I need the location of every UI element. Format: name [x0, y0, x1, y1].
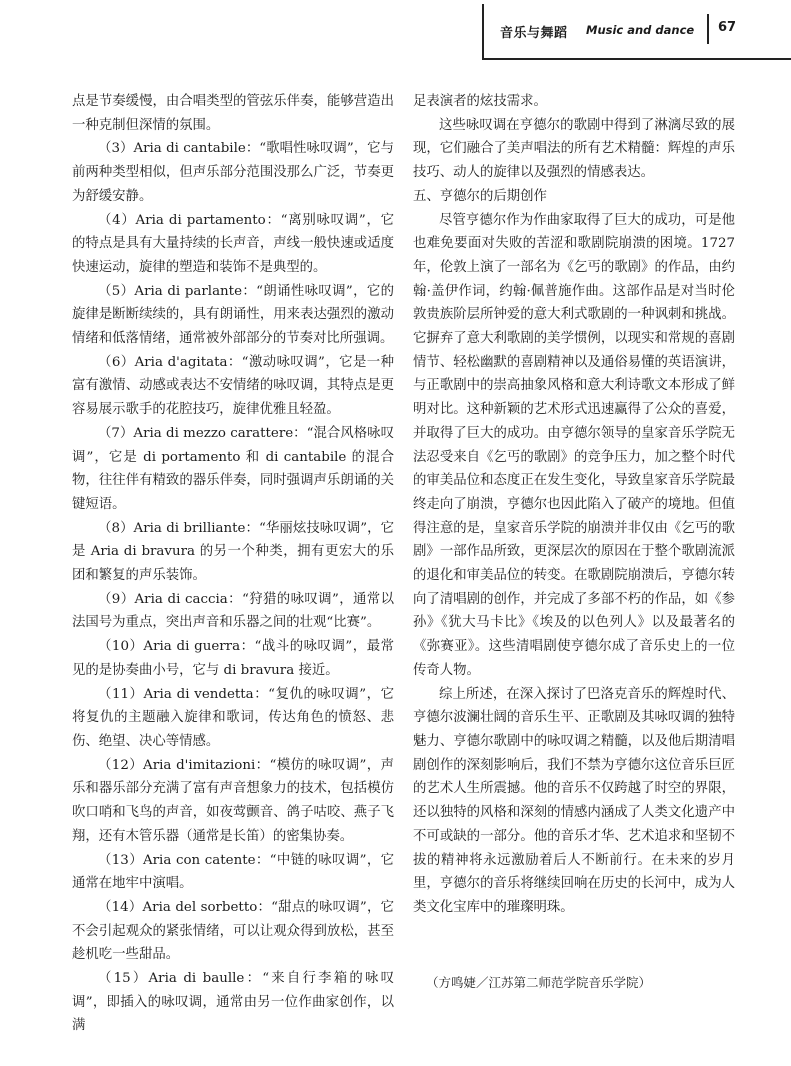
left-column	[72, 90, 394, 1038]
aria-item-15: （15）Aria di baulle：“来自行李箱的咏叹调”，即插入的咏叹调，通常由另一位作曲家创作，以满	[72, 971, 394, 1034]
aria-item-3: （3）Aria di cantabile：“歌唱性咏叹调”，它与前两种类型相似，但声乐部分范围没那么广泛，节奏更为舒缓安静。	[72, 141, 394, 204]
section-heading: 五、亨德尔的后期创作	[413, 188, 547, 204]
later-works-paragraph: 尽管亨德尔作为作曲家取得了巨大的成功，可是他也难免要面对失败的苦涩和歌剧院崩溃的困境。1727 年，伦敦上演了一部名为《乞丐的歌剧》的作品，由约翰·盖伊作词，约翰·佩普施作曲。这部作品是对当时伦敦贵族阶层所钟爱的意大利式歌剧的一种讽刺和挑战。它摒弃了意大利歌剧的美学惯例，以现实和常规的喜剧情节、轻松幽默的喜剧精神以及通俗易懂的英语演讲，与正歌剧中的崇高抽象风格和意大利诗歌文本形成了鲜明对比。这种新颖的艺术形式迅速赢得了公众的喜爱，并取得了巨大的成功。由亨德尔领导的皇家音乐学院无法忍受来自《乞丐的歌剧》的竞争压力，加之整个时代的审美品位和态度正在发生变化，导致皇家音乐学院最终走向了崩溃，亨德尔也因此陷入了破产的境地。但值得注意的是，皇家音乐学院的崩溃并非仅由《乞丐的歌剧》一部作品所致，更深层次的原因在于整个歌剧流派的退化和审美品位的转变。在歌剧院崩溃后，亨德尔转向了清唱剧的创作，并完成了多部不朽的作品，如《参孙》《犹大马卡比》《埃及的以色列人》以及最著名的《弥赛亚》。这些清唱剧使亨德尔成了音乐史上的一位传奇人物。	[413, 212, 735, 678]
author-affiliation: （方鸣婕／江苏第二师范学院音乐学院）	[426, 975, 652, 990]
continued-paragraph-right: 足表演者的炫技需求。	[413, 94, 547, 109]
aria-item-6: （6）Aria d'agitata：“激动咏叹调”，它是一种富有激情、动感或表达不安情绪的咏叹调，其特点是更容易展示歌手的花腔技巧，旋律优雅且轻盈。	[72, 354, 394, 418]
aria-summary-paragraph: 这些咏叹调在亨德尔的歌剧中得到了淋漓尽致的展现，它们融合了美声唱法的所有艺术精髓：辉煌的声乐技巧、动人的旋律以及强烈的情感表达。	[413, 117, 735, 181]
page-number: 67	[718, 20, 737, 35]
aria-item-4: （4）Aria di partamento：“离别咏叹调”，它的特点是具有大量持续的长声音，声线一般快速或适度快速运动，旋律的塑造和装饰不是典型的。	[72, 212, 394, 275]
aria-item-10: （10）Aria di guerra：“战斗的咏叹调”，最常见的是协奏曲小号，它与 di bravura 接近。	[72, 639, 394, 678]
aria-item-14: （14）Aria del sorbetto：“甜点的咏叹调”，它不会引起观众的紧张情绪，可以让观众得到放松，甚至趁机吃一些甜品。	[72, 899, 394, 963]
aria-item-7: （7）Aria di mezzo carattere：“混合风格咏叹调”，它是 di portamento 和 di cantabile 的混合物，往往伴有精致的器乐伴奏，同时强调声乐朗诵的关键短语。	[72, 425, 394, 512]
aria-item-11: （11）Aria di vendetta：“复仇的咏叹调”，它将复仇的主题融入旋律和歌词，传达角色的愤怒、悲伤、绝望、决心等情感。	[72, 686, 394, 749]
header-section-cn: 音乐与舞蹈	[500, 26, 568, 41]
header-horizontal-rule	[484, 58, 791, 60]
right-column	[413, 90, 735, 920]
continued-paragraph: 点是节奏缓慢，由合唱类型的管弦乐伴奏，能够营造出一种克制但深情的氛围。	[72, 94, 394, 133]
aria-item-9: （9）Aria di caccia：“狩猎的咏叹调”，通常以法国号为重点，突出声音和乐器之间的壮观“比赛”。	[72, 591, 394, 631]
header-vertical-rule	[482, 4, 484, 60]
aria-item-12: （12）Aria d'imitazioni：“模仿的咏叹调”，声乐和器乐部分充满了富有声音想象力的技术，包括模仿吹口哨和飞鸟的声音，如夜莺颤音、鸽子咕咬、燕子飞翔，还有木管乐器（通常是长笛）的密集协奏。	[72, 757, 394, 844]
aria-item-5: （5）Aria di parlante：“朗诵性咏叹调”，它的旋律是断断续续的，具有朗诵性，用来表达强烈的激动情绪和低落情绪，通常被外部部分的节奏对比所强调。	[72, 283, 394, 347]
header-separator	[707, 14, 709, 44]
aria-item-8: （8）Aria di brilliante：“华丽炫技咏叹调”，它是 Aria di bravura 的另一个种类，拥有更宏大的乐团和繁复的声乐装饰。	[72, 520, 394, 584]
conclusion-paragraph: 综上所述，在深入探讨了巴洛克音乐的辉煌时代、亨德尔波澜壮阔的音乐生平、正歌剧及其咏叹调的独特魅力、亨德尔歌剧中的咏叹调之精髓，以及他后期清唱剧创作的深刻影响后，我们不禁为亨德尔这位音乐巨匠的艺术人生所震撼。他的音乐不仅跨越了时空的界限，还以独特的风格和深刻的情感内涵成了人类文化遗产中不可或缺的一部分。他的音乐才华、艺术追求和坚韧不拔的精神将永远激励着后人不断前行。在未来的岁月里，亨德尔的音乐将继续回响在历史的长河中，成为人类文化宝库中的璀璨明珠。	[413, 686, 735, 915]
aria-item-13: （13）Aria con catente：“中链的咏叹调”，它通常在地牢中演唱。	[72, 852, 394, 892]
header-section-en: Music and dance	[586, 23, 695, 37]
